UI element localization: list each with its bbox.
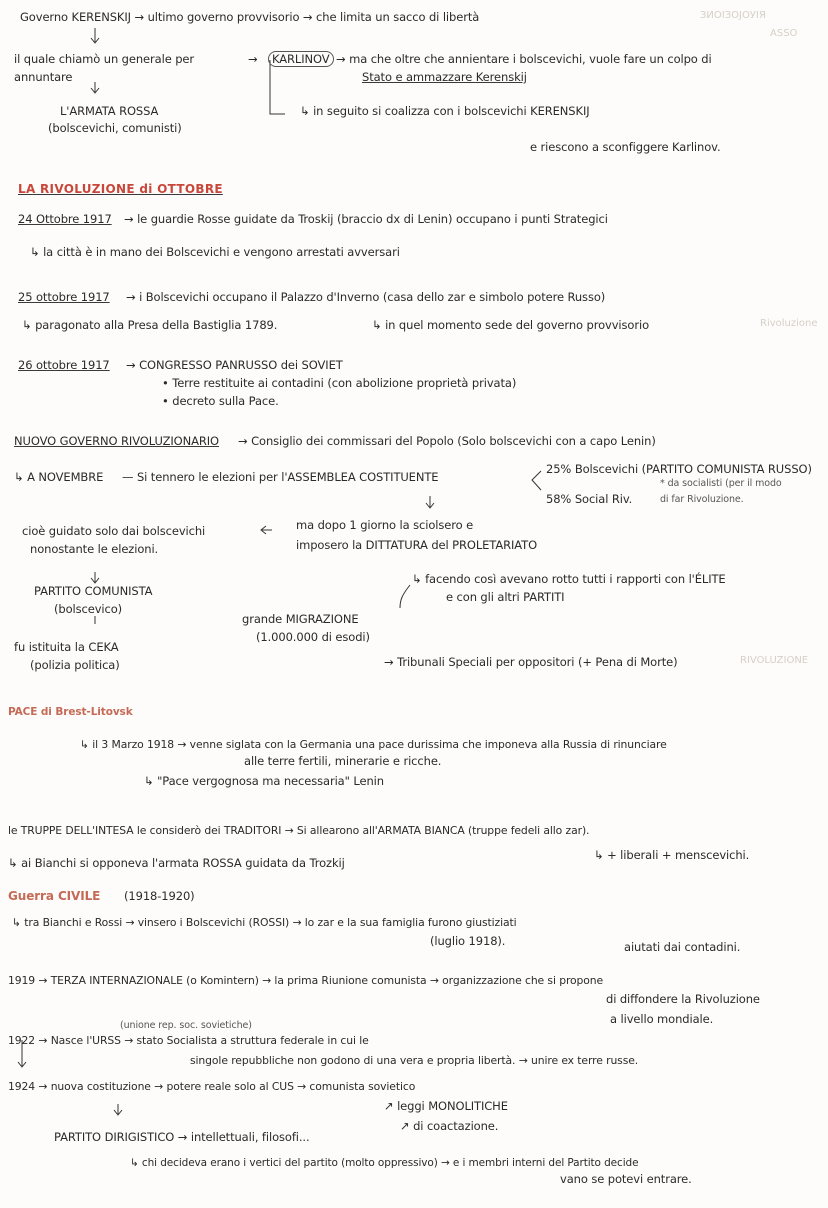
brest-line-2: alle terre fertili, minerarie e ricche.: [244, 754, 442, 768]
november-label: ↳ A NOVEMBRE: [14, 470, 104, 484]
urss-acronym: (unione rep. soc. sovietiche): [120, 1020, 252, 1031]
kerenskij-line: Governo KERENSKIJ → ultimo governo provvisorio → che limita un sacco di libertà: [20, 10, 480, 24]
elite-line-2: e con gli altri PARTITI: [446, 590, 565, 604]
bolscevichi-guide: cioè guidato solo dai bolscevichi: [22, 524, 206, 538]
armata-rossa-line: ↳ ai Bianchi si opponeva l'armata ROSSA guidata da Trozkij: [8, 856, 345, 870]
tribunali-line: → Tribunali Speciali per oppositori (+ Pena di Morte): [384, 655, 678, 669]
faint-bleed-text: RIVOLUZIONE: [740, 655, 809, 666]
elections-line: — Si tennero le elezioni per l'ASSEMBLEA COSTITUENTE: [122, 470, 439, 484]
date-26-oct: 26 ottobre 1917: [18, 358, 110, 372]
result-bolscevichi: 25% Bolscevichi (PARTITO COMUNISTA RUSSO): [546, 462, 812, 476]
date-25-oct-note: ↳ paragonato alla Presa della Bastiglia 1789.: [22, 318, 278, 332]
constitution-line: 1924 → nuova costituzione → potere reale solo al CUS → comunista sovietico: [8, 1080, 416, 1093]
karlinov-label: [268, 52, 334, 66]
karlinov-plan-2: Stato e ammazzare Kerenskij: [362, 70, 527, 84]
karlinov-plan: → ma che oltre che annientare i bolscevichi, vuole fare un colpo di: [336, 52, 712, 66]
armata-rossa: L'ARMATA ROSSA: [60, 104, 159, 118]
ceka-note: (polizia politica): [30, 658, 120, 672]
migration-note: (1.000.000 di esodi): [256, 630, 370, 644]
karlinov-name: KARLINOV: [268, 51, 334, 67]
date-25-oct: 25 ottobre 1917: [18, 290, 110, 304]
date-25-oct-text: → i Bolscevichi occupano il Palazzo d'Inverno (casa dello zar e simbolo potere Russo): [126, 290, 606, 304]
intesa-line: le TRUPPE DELL'INTESA le considerò dei TRADITORI → Si allearono all'ARMATA BIANCA (truppe fedeli allo zar).: [8, 824, 590, 837]
date-24-oct: 24 Ottobre 1917: [18, 212, 112, 226]
result-note: * da socialisti (per il modo: [660, 478, 782, 489]
faint-watermark-text: ASSO: [770, 28, 798, 39]
intesa-note: ↳ + liberali + menscevichi.: [594, 848, 750, 862]
date-24-oct-text: → le guardie Rosse guidate da Troskij (braccio dx di Lenin) occupano i punti Strategici: [124, 212, 608, 226]
partito-comunista: PARTITO COMUNISTA: [34, 584, 153, 598]
vertices-line-2: vano se potevi entrare.: [560, 1172, 692, 1186]
elite-line: ↳ facendo così avevano rotto tutti i rapporti con l'ÉLITE: [412, 572, 726, 586]
urss-line-2: singole repubbliche non godono di una vera e propria libertà. → unire ex terre russe.: [190, 1054, 639, 1067]
komintern-line-2: di diffondere la Rivoluzione: [606, 992, 760, 1006]
result-note-2: di far Rivoluzione.: [660, 494, 744, 505]
result-social-riv: 58% Social Riv.: [546, 492, 633, 506]
migration-line: grande MIGRAZIONE: [242, 612, 359, 626]
civil-war-note: aiutati dai contadini.: [624, 940, 741, 954]
faint-watermark-text: ЗИОІЗОЈОУІЯ: [700, 10, 766, 21]
arrow-glyph: →: [248, 52, 258, 66]
dissolution-line: ma dopo 1 giorno la sciolsero e: [296, 518, 474, 532]
general-line: il quale chiamò un generale per: [14, 52, 195, 66]
civil-war-line: ↳ tra Bianchi e Rossi → vinsero i Bolscevichi (ROSSI) → lo zar e la sua famiglia furono giustiziati: [12, 916, 517, 929]
monolithic-laws: ↗ leggi MONOLITICHE: [384, 1099, 508, 1113]
new-government: NUOVO GOVERNO RIVOLUZIONARIO: [14, 434, 220, 448]
bullet-terre: • Terre restituite ai contadini (con abolizione proprietà privata): [162, 376, 517, 390]
komintern-line: 1919 → TERZA INTERNAZIONALE (o Komintern) → la prima Riunione comunista → organizzazione che si propone: [8, 974, 604, 987]
general-line-2: annuntare: [14, 70, 73, 84]
coalition-line: ↳ in seguito si coalizza con i bolscevichi KERENSKIJ: [300, 104, 590, 118]
section-title-brest: PACE di Brest-Litovsk: [8, 706, 133, 718]
date-25-oct-note-2: ↳ in quel momento sede del governo provvisorio: [372, 318, 649, 332]
bullet-pace: • decreto sulla Pace.: [162, 394, 279, 408]
civil-war-dates: (1918-1920): [124, 889, 195, 903]
ceka-line: fu istituita la CEKA: [14, 640, 119, 654]
date-26-oct-text: → CONGRESSO PANRUSSO dei SOVIET: [126, 358, 343, 372]
defeat-line: e riescono a sconfiggere Karlinov.: [530, 140, 721, 154]
bolscevichi-guide-2: nonostante le elezioni.: [30, 542, 159, 556]
urss-line-1: 1922 → Nasce l'URSS → stato Socialista a struttura federale in cui le: [8, 1034, 369, 1047]
section-title-civil-war: Guerra CIVILE: [8, 889, 101, 903]
partito-dirigistico: PARTITO DIRIGISTICO → intellettuali, filosofi...: [54, 1130, 310, 1144]
brest-line-1: ↳ il 3 Marzo 1918 → venne siglata con la Germania una pace durissima che imponeva alla Russia di rinunciare: [80, 738, 667, 751]
new-government-text: → Consiglio dei commissari del Popolo (Solo bolscevichi con a capo Lenin): [238, 434, 656, 448]
section-title-october: LA RIVOLUZIONE di OTTOBRE: [18, 182, 223, 196]
civil-war-date: (luglio 1918).: [430, 934, 506, 948]
lenin-quote: ↳ "Pace vergognosa ma necessaria" Lenin: [144, 774, 384, 788]
komintern-line-3: a livello mondiale.: [610, 1012, 714, 1026]
coercion-line: ↗ di coactazione.: [400, 1119, 499, 1133]
faint-bleed-text: Rivoluzione: [760, 318, 818, 329]
dictatorship-line: imposero la DITTATURA del PROLETARIATO: [296, 538, 538, 552]
vertices-line: ↳ chi decideva erano i vertici del partito (molto oppressivo) → e i membri interni del Partito decide: [130, 1157, 639, 1169]
partito-comunista-note: (bolscevico): [54, 602, 123, 616]
armata-rossa-note: (bolscevichi, comunisti): [48, 121, 182, 135]
date-24-oct-note: ↳ la città è in mano dei Bolscevichi e vengono arrestati avversari: [30, 245, 400, 259]
